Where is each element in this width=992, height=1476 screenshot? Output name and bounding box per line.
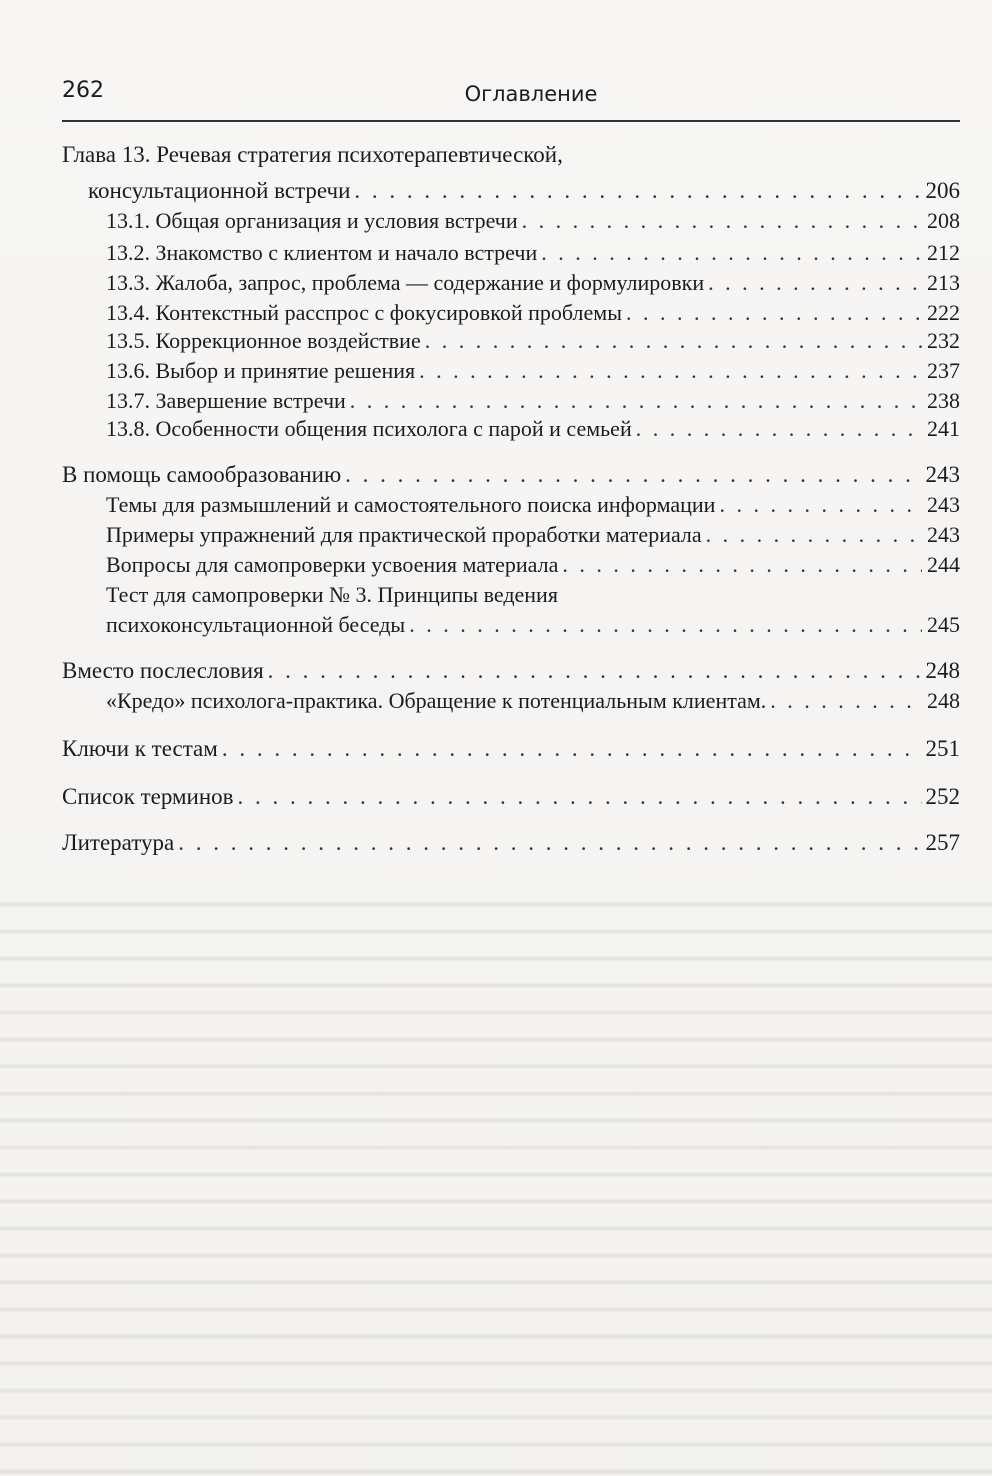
section-title: 13.1. Общая организация и условия встречи	[106, 208, 518, 233]
item-title: Темы для размышлений и самостоятельного поиска информации	[106, 492, 716, 517]
page-number: 262	[62, 78, 104, 103]
section-13-4	[106, 298, 960, 328]
leader-dots	[770, 686, 922, 716]
afterword-page: 248	[925, 658, 960, 683]
afterword-item	[106, 686, 960, 716]
chapter-13-page: 206	[925, 178, 960, 203]
selfstudy-entry	[62, 460, 960, 490]
section-13-3	[106, 268, 960, 298]
leader-dots	[419, 356, 922, 386]
section-title: 13.6. Выбор и принятие решения	[106, 358, 416, 383]
selfstudy-test-line1: Тест для самопроверки № 3. Принципы ведения	[106, 582, 558, 607]
afterword-entry	[62, 656, 960, 686]
leader-dots	[268, 656, 922, 686]
terms-entry	[62, 782, 960, 812]
keys-title: Ключи к тестам	[62, 736, 218, 761]
test-title-line2: психоконсультационной беседы	[106, 612, 406, 637]
section-13-8	[106, 414, 960, 444]
leader-dots	[562, 550, 922, 580]
leader-dots	[636, 414, 922, 444]
section-title: 13.2. Знакомство с клиентом и начало встречи	[106, 240, 538, 265]
section-title: 13.3. Жалоба, запрос, проблема — содержание и формулировки	[106, 270, 705, 295]
section-title: 13.5. Коррекционное воздействие	[106, 328, 421, 353]
item-page: 244	[927, 552, 960, 577]
section-page: 212	[927, 240, 960, 265]
terms-title: Список терминов	[62, 784, 234, 809]
selfstudy-item-3	[106, 550, 960, 580]
leader-dots	[522, 206, 922, 236]
chapter-13-title-line1: Глава 13. Речевая стратегия психотерапевтической,	[62, 142, 563, 167]
section-page: 238	[927, 388, 960, 413]
section-page: 208	[927, 208, 960, 233]
section-13-5	[106, 326, 960, 356]
section-13-1	[106, 206, 960, 236]
selfstudy-item-1	[106, 490, 960, 520]
item-page: 243	[927, 492, 960, 517]
leader-dots	[222, 734, 922, 764]
literature-page: 257	[925, 830, 960, 855]
keys-page: 251	[925, 736, 960, 761]
leader-dots	[178, 828, 921, 858]
test-page: 245	[927, 612, 960, 637]
show-through-area	[0, 880, 992, 1476]
keys-entry	[62, 734, 960, 764]
leader-dots	[626, 298, 922, 328]
item-page: 243	[927, 522, 960, 547]
item-title: Примеры упражнений для практической проработки материала	[106, 522, 702, 547]
section-page: 237	[927, 358, 960, 383]
selfstudy-page: 243	[925, 462, 960, 487]
section-13-2	[106, 238, 960, 268]
selfstudy-item-2	[106, 520, 960, 550]
item-title: «Кредо» психолога-практика. Обращение к потенциальным клиентам.	[106, 688, 767, 713]
terms-page: 252	[925, 784, 960, 809]
section-page: 213	[927, 270, 960, 295]
leader-dots	[706, 520, 922, 550]
section-page: 232	[927, 328, 960, 353]
leader-dots	[354, 176, 921, 206]
section-title: 13.8. Особенности общения психолога с парой и семьей	[106, 416, 632, 441]
leader-dots	[719, 490, 922, 520]
header-rule	[62, 120, 960, 122]
chapter-13-title-line2: консультационной встречи	[88, 178, 351, 203]
leader-dots	[409, 610, 922, 640]
leader-dots	[708, 268, 922, 298]
leader-dots	[345, 460, 921, 490]
section-13-6	[106, 356, 960, 386]
selfstudy-title: В помощь самообразованию	[62, 462, 342, 487]
chapter-13-entry	[88, 176, 960, 206]
selfstudy-test-entry	[106, 610, 960, 640]
afterword-title: Вместо послесловия	[62, 658, 264, 683]
leader-dots	[541, 238, 922, 268]
section-title: 13.4. Контекстный расспрос с фокусировкой проблемы	[106, 300, 622, 325]
section-title: 13.7. Завершение встречи	[106, 388, 346, 413]
literature-title: Литература	[62, 830, 175, 855]
leader-dots	[238, 782, 922, 812]
leader-dots	[350, 386, 922, 416]
leader-dots	[425, 326, 922, 356]
section-13-7	[106, 386, 960, 416]
running-title: Оглавление	[464, 82, 598, 106]
literature-entry	[62, 828, 960, 858]
item-page: 248	[927, 688, 960, 713]
item-title: Вопросы для самопроверки усвоения материала	[106, 552, 559, 577]
section-page: 222	[927, 300, 960, 325]
section-page: 241	[927, 416, 960, 441]
running-header	[62, 74, 960, 110]
